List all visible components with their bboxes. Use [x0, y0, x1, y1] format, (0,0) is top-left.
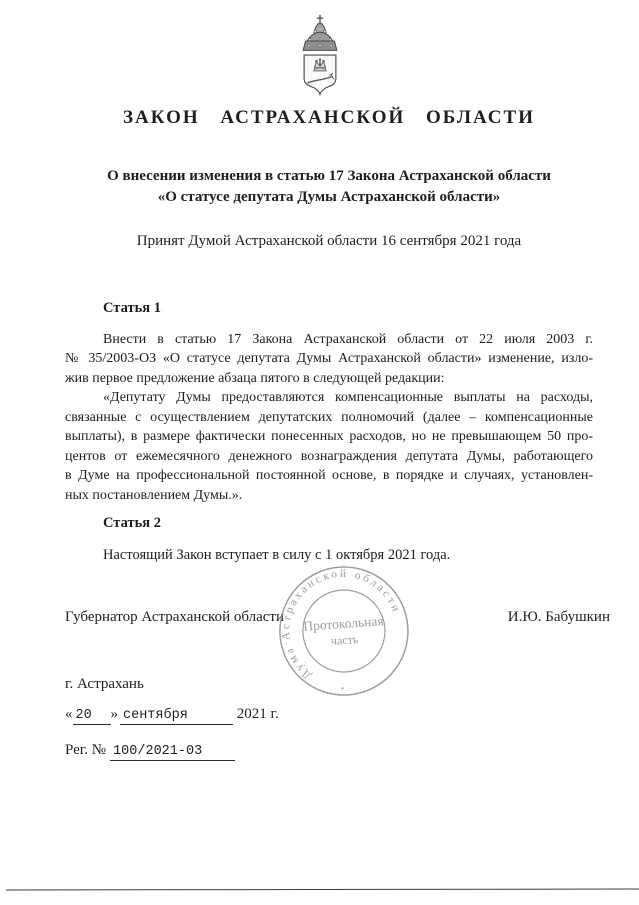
quote-close: »: [110, 706, 118, 722]
reg-label: Рег. №: [65, 742, 107, 758]
text-line: центов от ежемесячного денежного вознаграждения депутата Думы, работающего: [65, 448, 593, 464]
stamp-center-line-1: Протокольная: [302, 613, 384, 634]
signatory-post: Губернатор Астраханской области: [65, 609, 285, 625]
stamp-separator: •: [340, 683, 345, 694]
astrakhan-coat-of-arms-icon: [291, 13, 349, 99]
text-line: № 35/2003-ОЗ «О статусе депутата Думы Астраханской области» изменение, изло-: [65, 351, 593, 366]
document-subject: [65, 166, 593, 208]
article-1-paragraph-1: [65, 330, 593, 389]
stamp-center-line-2: часть: [330, 632, 359, 648]
text-line: Внести в статью 17 Закона Астраханской области от 22 июля 2003 г.: [103, 331, 593, 347]
adoption-statement: Принят Думой Астраханской области 16 сентября 2021 года: [136, 233, 522, 249]
signing-date-line: [65, 706, 593, 725]
city-line: г. Астрахань: [65, 676, 144, 692]
article-1-paragraph-2: [65, 388, 593, 505]
page-bottom-rule: [6, 889, 639, 891]
subject-line-1: О внесении изменения в статью 17 Закона Астраханской области: [107, 168, 551, 184]
text-line: «Депутату Думы предоставляются компенсационные выплаты на расходы,: [103, 390, 593, 405]
article-2-heading: Статья 2: [103, 515, 161, 531]
text-line: связанные с осуществлением депутатских полномочий (далее – компенсационные: [65, 409, 593, 425]
article-1-heading: Статья 1: [103, 300, 161, 316]
date-month-field: сентября: [120, 708, 233, 725]
text-line: ных постановлением Думы.».: [65, 487, 243, 503]
text-line: выплаты), в размере фактически понесенных расходов, но не превышающем 50 про-: [65, 429, 593, 444]
signatory-name: И.Ю. Бабушкин: [507, 609, 610, 625]
text-line: жив первое предложение абзаца пятого в следующей редакции:: [65, 370, 445, 386]
stamp-ring-text: Дума Астраханской области: [280, 567, 403, 682]
date-year: 2021 г.: [236, 706, 279, 722]
document-title: ЗАКОН АСТРАХАНСКОЙ ОБЛАСТИ: [123, 107, 535, 128]
document-body: [65, 299, 593, 565]
quote-open: «: [65, 706, 73, 722]
registration-line: [65, 742, 593, 761]
protocol-stamp: [271, 558, 416, 705]
subject-line-2: «О статусе депутата Думы Астраханской области»: [157, 189, 501, 205]
text-line: в Думе на профессиональной постоянной основе, в порядке и случаях, установлен-: [65, 468, 593, 483]
date-day-field: 20: [73, 708, 111, 725]
article-2-text: Настоящий Закон вступает в силу с 1 октября 2021 года.: [103, 546, 451, 563]
reg-number-field: 100/2021-03: [110, 744, 235, 761]
